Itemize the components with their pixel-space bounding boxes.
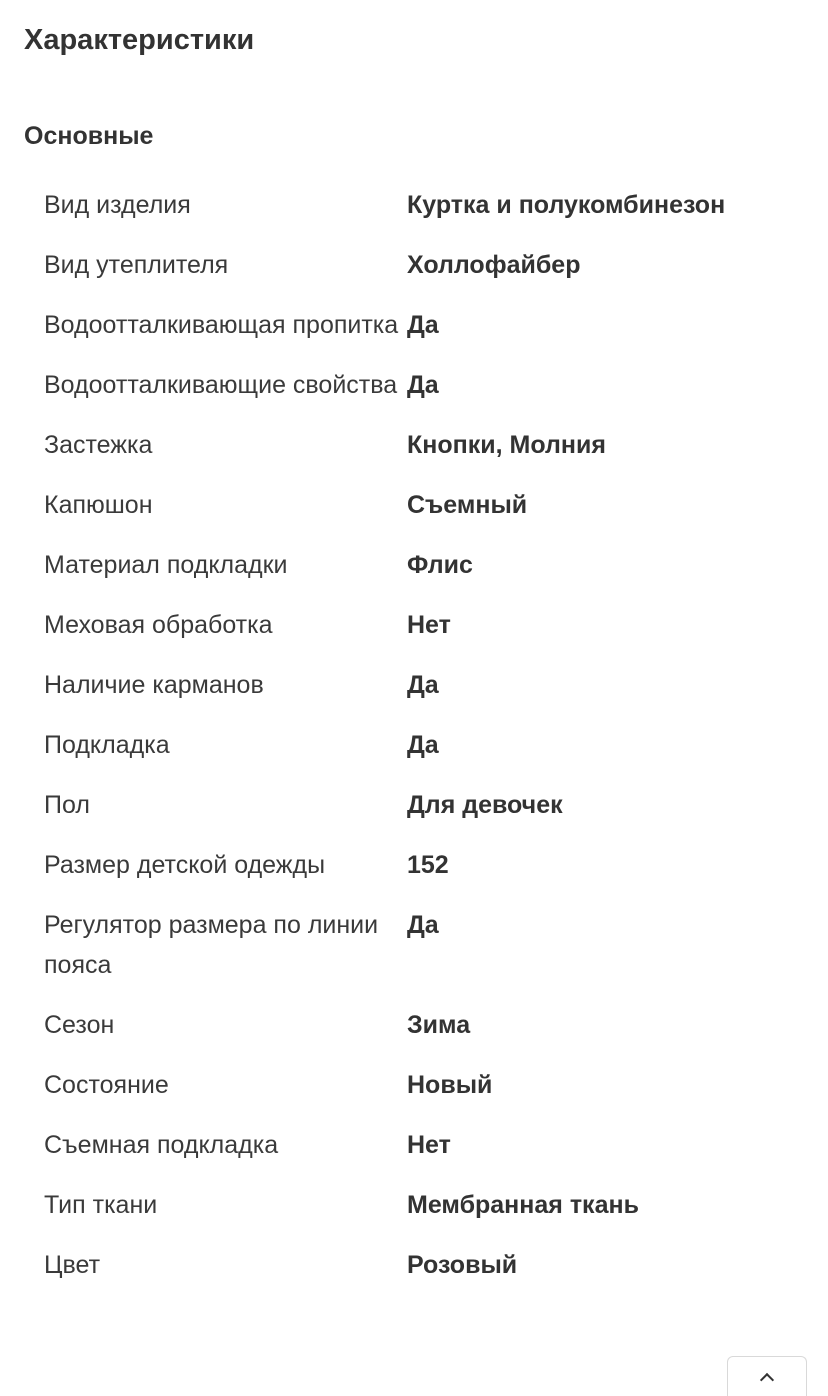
spec-value: Да	[407, 731, 439, 759]
spec-label: Наличие карманов	[44, 671, 264, 699]
spec-value: Мембранная ткань	[407, 1191, 639, 1219]
spec-value: Куртка и полукомбинезон	[407, 191, 726, 219]
spec-label: Капюшон	[44, 491, 153, 519]
spec-row-removable-lining	[44, 1125, 814, 1185]
spec-label: Цвет	[44, 1251, 101, 1279]
spec-value: Флис	[407, 551, 473, 579]
spec-value: Кнопки, Молния	[407, 431, 606, 459]
spec-row-water-repellent-coating	[44, 305, 814, 365]
spec-value: Для девочек	[407, 791, 563, 819]
spec-value: Нет	[407, 611, 451, 639]
spec-row-lining-material	[44, 545, 814, 605]
specs-list	[44, 185, 814, 1305]
spec-row-season	[44, 1005, 814, 1065]
spec-label: Вид утеплителя	[44, 251, 229, 279]
spec-row-waist-adjuster	[44, 905, 814, 1005]
spec-row-hood	[44, 485, 814, 545]
spec-label: Застежка	[44, 431, 153, 459]
spec-row-condition	[44, 1065, 814, 1125]
spec-value: Новый	[407, 1071, 493, 1099]
page-title: Характеристики	[24, 24, 255, 56]
spec-label: Водоотталкивающие свойства	[44, 371, 398, 399]
spec-row-pockets	[44, 665, 814, 725]
spec-label: Пол	[44, 791, 90, 819]
spec-label: Регулятор размера по линии пояса	[44, 911, 379, 979]
spec-value: Зима	[407, 1011, 471, 1039]
spec-row-fur-trim	[44, 605, 814, 665]
spec-row-lining	[44, 725, 814, 785]
spec-label: Вид изделия	[44, 191, 191, 219]
spec-value: Нет	[407, 1131, 451, 1159]
spec-label: Водоотталкивающая пропитка	[44, 311, 399, 339]
spec-label: Сезон	[44, 1011, 115, 1039]
scroll-to-top-button[interactable]	[727, 1356, 807, 1396]
section-title: Основные	[24, 122, 154, 150]
spec-value: 152	[407, 851, 449, 879]
spec-label: Съемная подкладка	[44, 1131, 279, 1159]
spec-label: Тип ткани	[44, 1191, 158, 1219]
chevron-up-icon	[760, 1373, 774, 1387]
spec-label: Подкладка	[44, 731, 170, 759]
spec-row-water-repellent-properties	[44, 365, 814, 425]
spec-label: Материал подкладки	[44, 551, 288, 579]
spec-row-fastener	[44, 425, 814, 485]
spec-value: Холлофайбер	[407, 251, 581, 279]
spec-row-insulation	[44, 245, 814, 305]
spec-label: Меховая обработка	[44, 611, 273, 639]
spec-value: Съемный	[407, 491, 528, 519]
spec-value: Да	[407, 311, 439, 339]
spec-label: Размер детской одежды	[44, 851, 326, 879]
spec-row-gender	[44, 785, 814, 845]
spec-value: Розовый	[407, 1251, 518, 1279]
spec-row-fabric-type	[44, 1185, 814, 1245]
spec-row-kids-size	[44, 845, 814, 905]
spec-value: Да	[407, 911, 439, 939]
spec-value: Да	[407, 671, 439, 699]
spec-row-product-type	[44, 185, 814, 245]
spec-row-color	[44, 1245, 814, 1305]
spec-label: Состояние	[44, 1071, 169, 1099]
spec-value: Да	[407, 371, 439, 399]
